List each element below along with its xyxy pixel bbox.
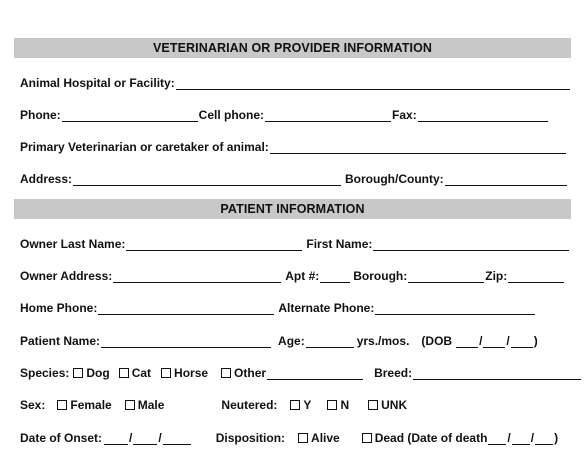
- dob-slash-1: /: [479, 334, 483, 348]
- fax-label: Fax:: [392, 108, 417, 122]
- dob-year-field[interactable]: [511, 335, 533, 348]
- patient-name-label: Patient Name:: [20, 334, 101, 348]
- row-hospital: [20, 72, 571, 90]
- species-dog-checkbox[interactable]: [73, 368, 83, 378]
- onset-year-field[interactable]: [163, 432, 191, 445]
- death-slash-2: /: [530, 431, 535, 445]
- borough-county-label: Borough/County:: [345, 172, 444, 186]
- borough-field[interactable]: [408, 270, 484, 283]
- owner-address-label: Owner Address:: [20, 269, 113, 283]
- neutered-unk-label: UNK: [381, 398, 408, 412]
- onset-slash-2: /: [158, 431, 162, 445]
- row-owner-address: [20, 265, 565, 283]
- neutered-label: Neutered:: [221, 398, 278, 412]
- species-cat-label: Cat: [131, 366, 152, 380]
- onset-month-field[interactable]: [104, 432, 128, 445]
- death-slash-1: /: [507, 431, 511, 445]
- address-field[interactable]: [73, 173, 341, 186]
- neutered-unk-checkbox[interactable]: [368, 400, 378, 410]
- vet-section-header: [14, 38, 571, 58]
- primary-vet-field[interactable]: [270, 141, 566, 154]
- death-close-paren: ): [554, 431, 559, 445]
- apt-field[interactable]: [320, 270, 350, 283]
- onset-label: Date of Onset:: [20, 431, 103, 445]
- age-field[interactable]: [306, 335, 354, 348]
- sex-male-label: Male: [137, 398, 165, 412]
- disposition-dead-checkbox[interactable]: [362, 433, 372, 443]
- death-year-field[interactable]: [535, 432, 553, 445]
- home-phone-field[interactable]: [98, 302, 274, 315]
- borough-label: Borough:: [353, 269, 408, 283]
- neutered-n-checkbox[interactable]: [327, 400, 337, 410]
- zip-label: Zip:: [485, 269, 508, 283]
- hospital-label: Animal Hospital or Facility:: [20, 76, 175, 90]
- disposition-dead-label: Dead (Date of death: [374, 431, 488, 445]
- species-cat-checkbox[interactable]: [119, 368, 129, 378]
- dob-close-paren: ): [533, 334, 538, 348]
- disposition-alive-checkbox[interactable]: [298, 433, 308, 443]
- neutered-n-label: N: [340, 398, 350, 412]
- row-patient-name: [20, 330, 538, 348]
- onset-day-field[interactable]: [133, 432, 157, 445]
- breed-field[interactable]: [413, 367, 581, 380]
- row-owner-name: [20, 233, 570, 251]
- owner-last-name-field[interactable]: [126, 238, 302, 251]
- row-home-phone: [20, 297, 536, 315]
- hospital-field[interactable]: [176, 77, 570, 90]
- death-month-field[interactable]: [488, 432, 506, 445]
- borough-county-field[interactable]: [445, 173, 567, 186]
- species-other-checkbox[interactable]: [221, 368, 231, 378]
- species-other-field[interactable]: [267, 367, 363, 380]
- age-label: Age:: [278, 334, 305, 348]
- owner-address-field[interactable]: [113, 270, 281, 283]
- dob-open-label: (DOB: [421, 334, 453, 348]
- cell-phone-label: Cell phone:: [198, 108, 265, 122]
- dob-month-field[interactable]: [456, 335, 478, 348]
- dob-day-field[interactable]: [483, 335, 505, 348]
- yrs-mos-label: yrs./mos.: [356, 334, 410, 348]
- address-label: Address:: [20, 172, 73, 186]
- species-label: Species:: [20, 366, 70, 380]
- fax-field[interactable]: [418, 109, 548, 122]
- neutered-y-checkbox[interactable]: [290, 400, 300, 410]
- home-phone-label: Home Phone:: [20, 301, 98, 315]
- phone-field[interactable]: [62, 109, 198, 122]
- patient-name-field[interactable]: [101, 335, 271, 348]
- alternate-phone-field[interactable]: [375, 302, 535, 315]
- first-name-field[interactable]: [373, 238, 569, 251]
- owner-last-name-label: Owner Last Name:: [20, 237, 126, 251]
- sex-female-label: Female: [70, 398, 112, 412]
- row-phones: [20, 104, 549, 122]
- breed-label: Breed:: [374, 366, 413, 380]
- row-primary-vet: [20, 136, 567, 154]
- dob-slash-2: /: [506, 334, 510, 348]
- species-other-label: Other: [234, 366, 267, 380]
- patient-section-header: [14, 199, 571, 219]
- row-onset: [20, 427, 558, 445]
- disposition-alive-label: Alive: [311, 431, 340, 445]
- sex-male-checkbox[interactable]: [125, 400, 135, 410]
- alternate-phone-label: Alternate Phone:: [278, 301, 375, 315]
- vet-section-title: VETERINARIAN OR PROVIDER INFORMATION: [152, 41, 433, 55]
- sex-female-checkbox[interactable]: [57, 400, 67, 410]
- row-address: [20, 168, 568, 186]
- species-horse-label: Horse: [174, 366, 209, 380]
- disposition-label: Disposition:: [215, 431, 286, 445]
- apt-label: Apt #:: [285, 269, 320, 283]
- sex-label: Sex:: [20, 398, 46, 412]
- onset-slash-1: /: [129, 431, 133, 445]
- species-dog-label: Dog: [86, 366, 110, 380]
- patient-section-title: PATIENT INFORMATION: [220, 202, 365, 216]
- death-day-field[interactable]: [512, 432, 530, 445]
- row-species: [20, 362, 582, 380]
- neutered-y-label: Y: [303, 398, 312, 412]
- row-sex: [20, 394, 407, 412]
- cell-phone-field[interactable]: [265, 109, 391, 122]
- species-horse-checkbox[interactable]: [161, 368, 171, 378]
- first-name-label: First Name:: [306, 237, 373, 251]
- zip-field[interactable]: [508, 270, 564, 283]
- phone-label: Phone:: [20, 108, 61, 122]
- primary-vet-label: Primary Veterinarian or caretaker of animal:: [20, 140, 269, 154]
